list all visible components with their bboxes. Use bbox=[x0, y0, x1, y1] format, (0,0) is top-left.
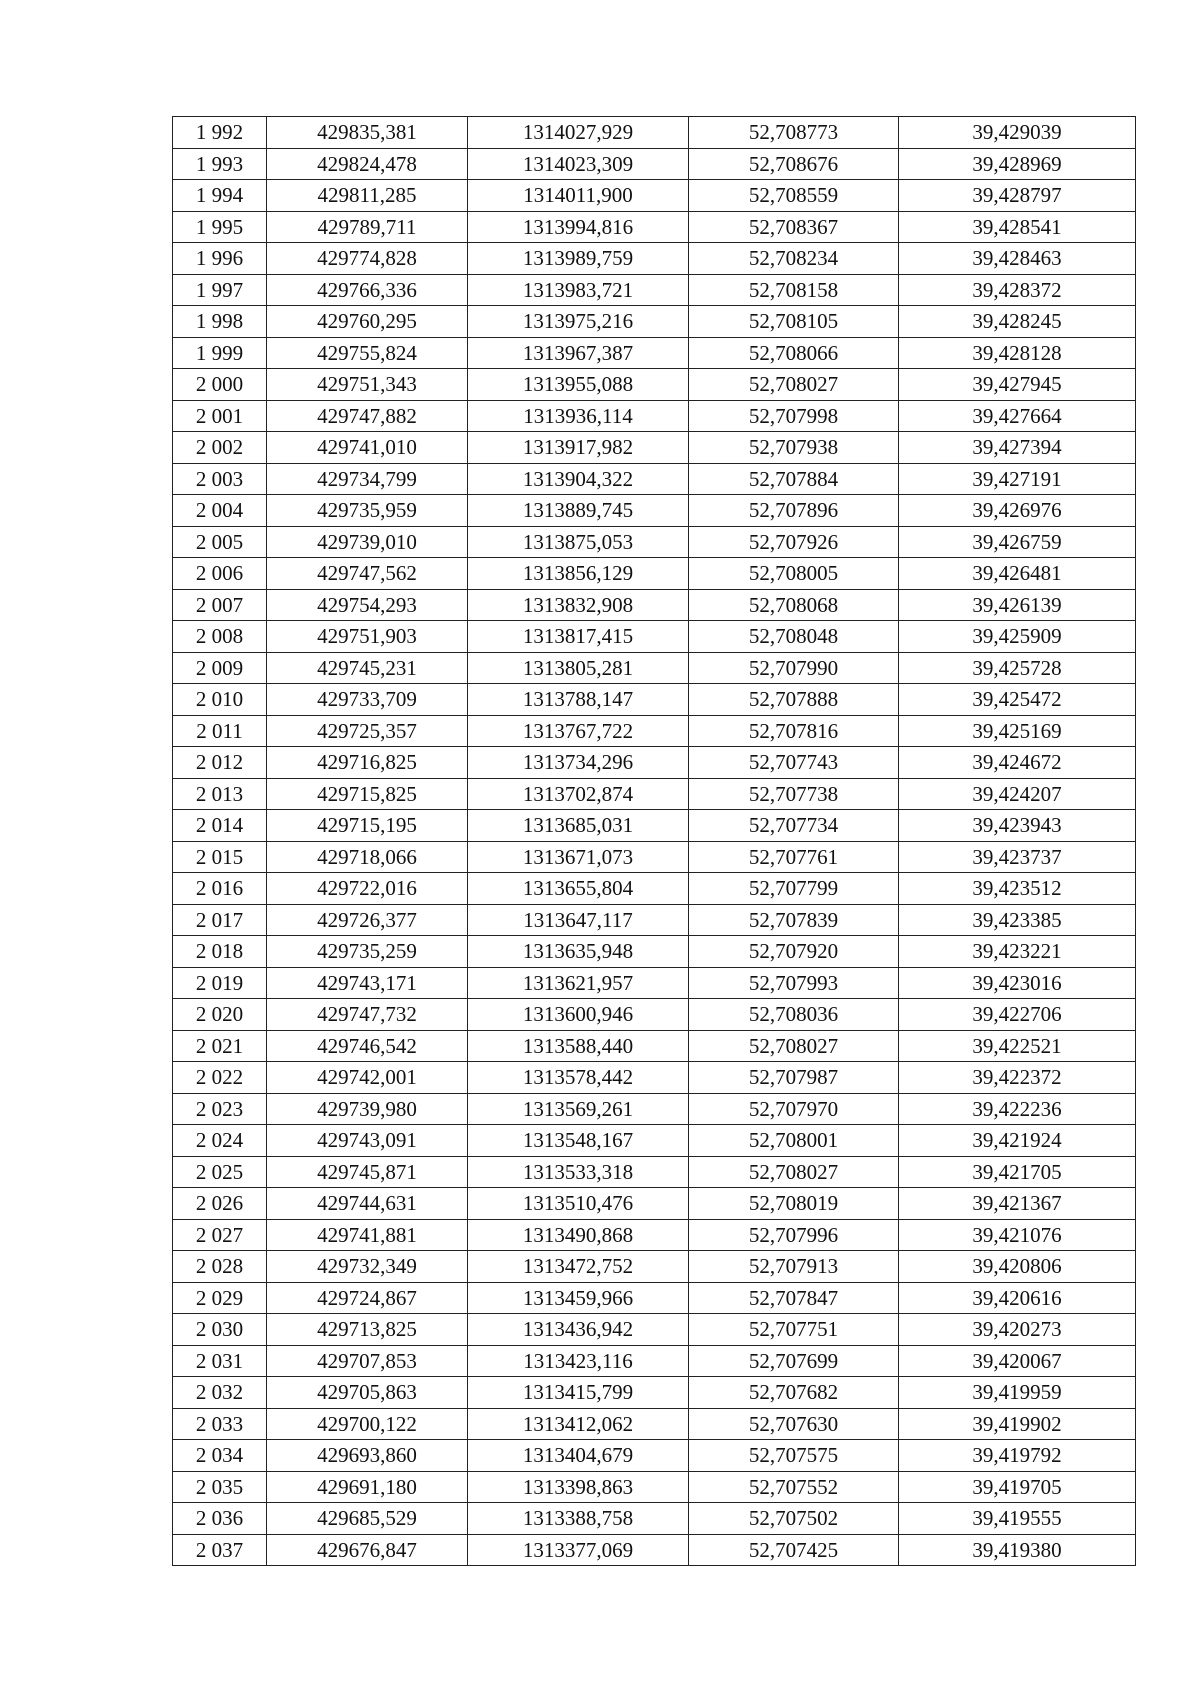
longitude-cell: 39,423512 bbox=[899, 873, 1136, 905]
x-coordinate-cell: 429705,863 bbox=[267, 1377, 468, 1409]
x-coordinate-cell: 429739,010 bbox=[267, 526, 468, 558]
longitude-cell: 39,422706 bbox=[899, 999, 1136, 1031]
point-number-cell: 2 004 bbox=[173, 495, 267, 527]
longitude-cell: 39,423737 bbox=[899, 841, 1136, 873]
longitude-cell: 39,428245 bbox=[899, 306, 1136, 338]
y-coordinate-cell: 1313889,745 bbox=[468, 495, 689, 527]
latitude-cell: 52,707970 bbox=[689, 1093, 899, 1125]
latitude-cell: 52,708068 bbox=[689, 589, 899, 621]
longitude-cell: 39,419380 bbox=[899, 1534, 1136, 1566]
longitude-cell: 39,428128 bbox=[899, 337, 1136, 369]
x-coordinate-cell: 429735,259 bbox=[267, 936, 468, 968]
latitude-cell: 52,707738 bbox=[689, 778, 899, 810]
x-coordinate-cell: 429715,825 bbox=[267, 778, 468, 810]
point-number-cell: 2 029 bbox=[173, 1282, 267, 1314]
latitude-cell: 52,708559 bbox=[689, 180, 899, 212]
x-coordinate-cell: 429676,847 bbox=[267, 1534, 468, 1566]
y-coordinate-cell: 1313578,442 bbox=[468, 1062, 689, 1094]
y-coordinate-cell: 1313635,948 bbox=[468, 936, 689, 968]
x-coordinate-cell: 429754,293 bbox=[267, 589, 468, 621]
x-coordinate-cell: 429743,171 bbox=[267, 967, 468, 999]
longitude-cell: 39,420273 bbox=[899, 1314, 1136, 1346]
y-coordinate-cell: 1313936,114 bbox=[468, 400, 689, 432]
y-coordinate-cell: 1313415,799 bbox=[468, 1377, 689, 1409]
point-number-cell: 2 015 bbox=[173, 841, 267, 873]
x-coordinate-cell: 429693,860 bbox=[267, 1440, 468, 1472]
longitude-cell: 39,423221 bbox=[899, 936, 1136, 968]
x-coordinate-cell: 429718,066 bbox=[267, 841, 468, 873]
point-number-cell: 2 036 bbox=[173, 1503, 267, 1535]
latitude-cell: 52,707751 bbox=[689, 1314, 899, 1346]
x-coordinate-cell: 429691,180 bbox=[267, 1471, 468, 1503]
x-coordinate-cell: 429685,529 bbox=[267, 1503, 468, 1535]
x-coordinate-cell: 429743,091 bbox=[267, 1125, 468, 1157]
x-coordinate-cell: 429713,825 bbox=[267, 1314, 468, 1346]
longitude-cell: 39,425472 bbox=[899, 684, 1136, 716]
point-number-cell: 2 034 bbox=[173, 1440, 267, 1472]
table-row bbox=[173, 1062, 1136, 1094]
longitude-cell: 39,422521 bbox=[899, 1030, 1136, 1062]
x-coordinate-cell: 429724,867 bbox=[267, 1282, 468, 1314]
y-coordinate-cell: 1313588,440 bbox=[468, 1030, 689, 1062]
point-number-cell: 2 031 bbox=[173, 1345, 267, 1377]
longitude-cell: 39,419705 bbox=[899, 1471, 1136, 1503]
point-number-cell: 2 030 bbox=[173, 1314, 267, 1346]
y-coordinate-cell: 1313975,216 bbox=[468, 306, 689, 338]
point-number-cell: 1 998 bbox=[173, 306, 267, 338]
y-coordinate-cell: 1313994,816 bbox=[468, 211, 689, 243]
longitude-cell: 39,426139 bbox=[899, 589, 1136, 621]
latitude-cell: 52,708676 bbox=[689, 148, 899, 180]
longitude-cell: 39,420067 bbox=[899, 1345, 1136, 1377]
y-coordinate-cell: 1313655,804 bbox=[468, 873, 689, 905]
latitude-cell: 52,707847 bbox=[689, 1282, 899, 1314]
longitude-cell: 39,422236 bbox=[899, 1093, 1136, 1125]
point-number-cell: 2 028 bbox=[173, 1251, 267, 1283]
table-row bbox=[173, 747, 1136, 779]
latitude-cell: 52,707920 bbox=[689, 936, 899, 968]
y-coordinate-cell: 1313967,387 bbox=[468, 337, 689, 369]
point-number-cell: 1 995 bbox=[173, 211, 267, 243]
longitude-cell: 39,428969 bbox=[899, 148, 1136, 180]
latitude-cell: 52,708027 bbox=[689, 1156, 899, 1188]
x-coordinate-cell: 429722,016 bbox=[267, 873, 468, 905]
y-coordinate-cell: 1313548,167 bbox=[468, 1125, 689, 1157]
y-coordinate-cell: 1313805,281 bbox=[468, 652, 689, 684]
point-number-cell: 2 024 bbox=[173, 1125, 267, 1157]
longitude-cell: 39,420616 bbox=[899, 1282, 1136, 1314]
latitude-cell: 52,708367 bbox=[689, 211, 899, 243]
latitude-cell: 52,708158 bbox=[689, 274, 899, 306]
point-number-cell: 1 992 bbox=[173, 117, 267, 149]
x-coordinate-cell: 429747,882 bbox=[267, 400, 468, 432]
latitude-cell: 52,707699 bbox=[689, 1345, 899, 1377]
table-row bbox=[173, 243, 1136, 275]
table-row bbox=[173, 841, 1136, 873]
latitude-cell: 52,707743 bbox=[689, 747, 899, 779]
latitude-cell: 52,707926 bbox=[689, 526, 899, 558]
table-row bbox=[173, 117, 1136, 149]
y-coordinate-cell: 1313647,117 bbox=[468, 904, 689, 936]
point-number-cell: 2 013 bbox=[173, 778, 267, 810]
x-coordinate-cell: 429766,336 bbox=[267, 274, 468, 306]
point-number-cell: 2 025 bbox=[173, 1156, 267, 1188]
longitude-cell: 39,420806 bbox=[899, 1251, 1136, 1283]
table-row bbox=[173, 652, 1136, 684]
longitude-cell: 39,427664 bbox=[899, 400, 1136, 432]
latitude-cell: 52,708027 bbox=[689, 369, 899, 401]
y-coordinate-cell: 1313377,069 bbox=[468, 1534, 689, 1566]
longitude-cell: 39,425728 bbox=[899, 652, 1136, 684]
point-number-cell: 2 000 bbox=[173, 369, 267, 401]
table-row bbox=[173, 1093, 1136, 1125]
latitude-cell: 52,707575 bbox=[689, 1440, 899, 1472]
x-coordinate-cell: 429751,903 bbox=[267, 621, 468, 653]
latitude-cell: 52,708234 bbox=[689, 243, 899, 275]
x-coordinate-cell: 429725,357 bbox=[267, 715, 468, 747]
x-coordinate-cell: 429733,709 bbox=[267, 684, 468, 716]
point-number-cell: 1 994 bbox=[173, 180, 267, 212]
point-number-cell: 2 016 bbox=[173, 873, 267, 905]
table-row bbox=[173, 1156, 1136, 1188]
latitude-cell: 52,707630 bbox=[689, 1408, 899, 1440]
y-coordinate-cell: 1313734,296 bbox=[468, 747, 689, 779]
table-row bbox=[173, 967, 1136, 999]
table-row bbox=[173, 148, 1136, 180]
table-row bbox=[173, 337, 1136, 369]
point-number-cell: 2 021 bbox=[173, 1030, 267, 1062]
latitude-cell: 52,707761 bbox=[689, 841, 899, 873]
table-row bbox=[173, 1377, 1136, 1409]
table-row bbox=[173, 1345, 1136, 1377]
longitude-cell: 39,428463 bbox=[899, 243, 1136, 275]
latitude-cell: 52,707990 bbox=[689, 652, 899, 684]
table-row bbox=[173, 1125, 1136, 1157]
longitude-cell: 39,428372 bbox=[899, 274, 1136, 306]
x-coordinate-cell: 429747,732 bbox=[267, 999, 468, 1031]
x-coordinate-cell: 429732,349 bbox=[267, 1251, 468, 1283]
point-number-cell: 2 032 bbox=[173, 1377, 267, 1409]
table-row bbox=[173, 306, 1136, 338]
longitude-cell: 39,427945 bbox=[899, 369, 1136, 401]
x-coordinate-cell: 429700,122 bbox=[267, 1408, 468, 1440]
x-coordinate-cell: 429715,195 bbox=[267, 810, 468, 842]
point-number-cell: 2 017 bbox=[173, 904, 267, 936]
y-coordinate-cell: 1313767,722 bbox=[468, 715, 689, 747]
latitude-cell: 52,708027 bbox=[689, 1030, 899, 1062]
y-coordinate-cell: 1313817,415 bbox=[468, 621, 689, 653]
table-row bbox=[173, 999, 1136, 1031]
table-row bbox=[173, 1282, 1136, 1314]
latitude-cell: 52,708048 bbox=[689, 621, 899, 653]
point-number-cell: 2 020 bbox=[173, 999, 267, 1031]
y-coordinate-cell: 1313702,874 bbox=[468, 778, 689, 810]
table-row bbox=[173, 400, 1136, 432]
latitude-cell: 52,708036 bbox=[689, 999, 899, 1031]
latitude-cell: 52,707884 bbox=[689, 463, 899, 495]
longitude-cell: 39,421705 bbox=[899, 1156, 1136, 1188]
latitude-cell: 52,707896 bbox=[689, 495, 899, 527]
y-coordinate-cell: 1313533,318 bbox=[468, 1156, 689, 1188]
y-coordinate-cell: 1313472,752 bbox=[468, 1251, 689, 1283]
table-row bbox=[173, 211, 1136, 243]
point-number-cell: 2 022 bbox=[173, 1062, 267, 1094]
longitude-cell: 39,421367 bbox=[899, 1188, 1136, 1220]
y-coordinate-cell: 1314011,900 bbox=[468, 180, 689, 212]
point-number-cell: 2 002 bbox=[173, 432, 267, 464]
point-number-cell: 2 014 bbox=[173, 810, 267, 842]
point-number-cell: 2 035 bbox=[173, 1471, 267, 1503]
point-number-cell: 2 023 bbox=[173, 1093, 267, 1125]
coordinates-table bbox=[172, 116, 1136, 1566]
point-number-cell: 2 011 bbox=[173, 715, 267, 747]
y-coordinate-cell: 1313671,073 bbox=[468, 841, 689, 873]
latitude-cell: 52,707682 bbox=[689, 1377, 899, 1409]
x-coordinate-cell: 429811,285 bbox=[267, 180, 468, 212]
longitude-cell: 39,419902 bbox=[899, 1408, 1136, 1440]
x-coordinate-cell: 429824,478 bbox=[267, 148, 468, 180]
point-number-cell: 2 033 bbox=[173, 1408, 267, 1440]
x-coordinate-cell: 429744,631 bbox=[267, 1188, 468, 1220]
point-number-cell: 2 008 bbox=[173, 621, 267, 653]
table-row bbox=[173, 715, 1136, 747]
point-number-cell: 2 005 bbox=[173, 526, 267, 558]
table-row bbox=[173, 1219, 1136, 1251]
x-coordinate-cell: 429774,828 bbox=[267, 243, 468, 275]
x-coordinate-cell: 429835,381 bbox=[267, 117, 468, 149]
latitude-cell: 52,707998 bbox=[689, 400, 899, 432]
point-number-cell: 2 007 bbox=[173, 589, 267, 621]
longitude-cell: 39,421924 bbox=[899, 1125, 1136, 1157]
longitude-cell: 39,426759 bbox=[899, 526, 1136, 558]
longitude-cell: 39,428797 bbox=[899, 180, 1136, 212]
y-coordinate-cell: 1313510,476 bbox=[468, 1188, 689, 1220]
latitude-cell: 52,708773 bbox=[689, 117, 899, 149]
table-row bbox=[173, 274, 1136, 306]
latitude-cell: 52,707993 bbox=[689, 967, 899, 999]
longitude-cell: 39,425909 bbox=[899, 621, 1136, 653]
latitude-cell: 52,708019 bbox=[689, 1188, 899, 1220]
x-coordinate-cell: 429726,377 bbox=[267, 904, 468, 936]
x-coordinate-cell: 429716,825 bbox=[267, 747, 468, 779]
longitude-cell: 39,423943 bbox=[899, 810, 1136, 842]
x-coordinate-cell: 429745,871 bbox=[267, 1156, 468, 1188]
longitude-cell: 39,426976 bbox=[899, 495, 1136, 527]
longitude-cell: 39,419959 bbox=[899, 1377, 1136, 1409]
table-row bbox=[173, 621, 1136, 653]
table-row bbox=[173, 1188, 1136, 1220]
longitude-cell: 39,428541 bbox=[899, 211, 1136, 243]
point-number-cell: 1 993 bbox=[173, 148, 267, 180]
latitude-cell: 52,707799 bbox=[689, 873, 899, 905]
y-coordinate-cell: 1313989,759 bbox=[468, 243, 689, 275]
longitude-cell: 39,429039 bbox=[899, 117, 1136, 149]
latitude-cell: 52,707552 bbox=[689, 1471, 899, 1503]
table-row bbox=[173, 495, 1136, 527]
y-coordinate-cell: 1313388,758 bbox=[468, 1503, 689, 1535]
latitude-cell: 52,708005 bbox=[689, 558, 899, 590]
latitude-cell: 52,708066 bbox=[689, 337, 899, 369]
table-row bbox=[173, 936, 1136, 968]
latitude-cell: 52,707839 bbox=[689, 904, 899, 936]
y-coordinate-cell: 1313788,147 bbox=[468, 684, 689, 716]
y-coordinate-cell: 1313490,868 bbox=[468, 1219, 689, 1251]
y-coordinate-cell: 1313423,116 bbox=[468, 1345, 689, 1377]
longitude-cell: 39,422372 bbox=[899, 1062, 1136, 1094]
table-row bbox=[173, 1314, 1136, 1346]
point-number-cell: 2 003 bbox=[173, 463, 267, 495]
x-coordinate-cell: 429734,799 bbox=[267, 463, 468, 495]
x-coordinate-cell: 429760,295 bbox=[267, 306, 468, 338]
x-coordinate-cell: 429735,959 bbox=[267, 495, 468, 527]
point-number-cell: 2 012 bbox=[173, 747, 267, 779]
longitude-cell: 39,427191 bbox=[899, 463, 1136, 495]
x-coordinate-cell: 429751,343 bbox=[267, 369, 468, 401]
longitude-cell: 39,424672 bbox=[899, 747, 1136, 779]
latitude-cell: 52,707502 bbox=[689, 1503, 899, 1535]
point-number-cell: 2 006 bbox=[173, 558, 267, 590]
table-row bbox=[173, 1251, 1136, 1283]
y-coordinate-cell: 1313404,679 bbox=[468, 1440, 689, 1472]
point-number-cell: 2 001 bbox=[173, 400, 267, 432]
point-number-cell: 2 026 bbox=[173, 1188, 267, 1220]
table-row bbox=[173, 810, 1136, 842]
y-coordinate-cell: 1313412,062 bbox=[468, 1408, 689, 1440]
table-row bbox=[173, 369, 1136, 401]
coordinates-table-body bbox=[173, 117, 1136, 1566]
latitude-cell: 52,708001 bbox=[689, 1125, 899, 1157]
longitude-cell: 39,427394 bbox=[899, 432, 1136, 464]
y-coordinate-cell: 1313569,261 bbox=[468, 1093, 689, 1125]
table-row bbox=[173, 180, 1136, 212]
latitude-cell: 52,707938 bbox=[689, 432, 899, 464]
table-row bbox=[173, 432, 1136, 464]
y-coordinate-cell: 1313600,946 bbox=[468, 999, 689, 1031]
x-coordinate-cell: 429741,881 bbox=[267, 1219, 468, 1251]
latitude-cell: 52,707913 bbox=[689, 1251, 899, 1283]
y-coordinate-cell: 1313398,863 bbox=[468, 1471, 689, 1503]
point-number-cell: 2 018 bbox=[173, 936, 267, 968]
y-coordinate-cell: 1313983,721 bbox=[468, 274, 689, 306]
longitude-cell: 39,426481 bbox=[899, 558, 1136, 590]
y-coordinate-cell: 1313917,982 bbox=[468, 432, 689, 464]
latitude-cell: 52,707425 bbox=[689, 1534, 899, 1566]
table-row bbox=[173, 526, 1136, 558]
y-coordinate-cell: 1314027,929 bbox=[468, 117, 689, 149]
table-row bbox=[173, 1408, 1136, 1440]
y-coordinate-cell: 1313904,322 bbox=[468, 463, 689, 495]
x-coordinate-cell: 429741,010 bbox=[267, 432, 468, 464]
longitude-cell: 39,425169 bbox=[899, 715, 1136, 747]
y-coordinate-cell: 1313955,088 bbox=[468, 369, 689, 401]
x-coordinate-cell: 429747,562 bbox=[267, 558, 468, 590]
y-coordinate-cell: 1313832,908 bbox=[468, 589, 689, 621]
y-coordinate-cell: 1313685,031 bbox=[468, 810, 689, 842]
x-coordinate-cell: 429789,711 bbox=[267, 211, 468, 243]
longitude-cell: 39,419555 bbox=[899, 1503, 1136, 1535]
table-row bbox=[173, 1030, 1136, 1062]
table-row bbox=[173, 1440, 1136, 1472]
x-coordinate-cell: 429755,824 bbox=[267, 337, 468, 369]
x-coordinate-cell: 429739,980 bbox=[267, 1093, 468, 1125]
y-coordinate-cell: 1313856,129 bbox=[468, 558, 689, 590]
table-row bbox=[173, 463, 1136, 495]
x-coordinate-cell: 429746,542 bbox=[267, 1030, 468, 1062]
latitude-cell: 52,707987 bbox=[689, 1062, 899, 1094]
latitude-cell: 52,707888 bbox=[689, 684, 899, 716]
longitude-cell: 39,421076 bbox=[899, 1219, 1136, 1251]
x-coordinate-cell: 429707,853 bbox=[267, 1345, 468, 1377]
y-coordinate-cell: 1313621,957 bbox=[468, 967, 689, 999]
latitude-cell: 52,707996 bbox=[689, 1219, 899, 1251]
table-row bbox=[173, 1534, 1136, 1566]
table-row bbox=[173, 589, 1136, 621]
y-coordinate-cell: 1313436,942 bbox=[468, 1314, 689, 1346]
point-number-cell: 1 996 bbox=[173, 243, 267, 275]
point-number-cell: 2 019 bbox=[173, 967, 267, 999]
point-number-cell: 2 010 bbox=[173, 684, 267, 716]
table-row bbox=[173, 873, 1136, 905]
table-row bbox=[173, 1471, 1136, 1503]
table-row bbox=[173, 778, 1136, 810]
x-coordinate-cell: 429742,001 bbox=[267, 1062, 468, 1094]
latitude-cell: 52,708105 bbox=[689, 306, 899, 338]
y-coordinate-cell: 1314023,309 bbox=[468, 148, 689, 180]
point-number-cell: 1 999 bbox=[173, 337, 267, 369]
longitude-cell: 39,423016 bbox=[899, 967, 1136, 999]
longitude-cell: 39,423385 bbox=[899, 904, 1136, 936]
longitude-cell: 39,424207 bbox=[899, 778, 1136, 810]
point-number-cell: 1 997 bbox=[173, 274, 267, 306]
longitude-cell: 39,419792 bbox=[899, 1440, 1136, 1472]
table-row bbox=[173, 684, 1136, 716]
y-coordinate-cell: 1313459,966 bbox=[468, 1282, 689, 1314]
point-number-cell: 2 037 bbox=[173, 1534, 267, 1566]
table-row bbox=[173, 1503, 1136, 1535]
point-number-cell: 2 027 bbox=[173, 1219, 267, 1251]
latitude-cell: 52,707816 bbox=[689, 715, 899, 747]
table-row bbox=[173, 558, 1136, 590]
x-coordinate-cell: 429745,231 bbox=[267, 652, 468, 684]
table-row bbox=[173, 904, 1136, 936]
latitude-cell: 52,707734 bbox=[689, 810, 899, 842]
y-coordinate-cell: 1313875,053 bbox=[468, 526, 689, 558]
point-number-cell: 2 009 bbox=[173, 652, 267, 684]
